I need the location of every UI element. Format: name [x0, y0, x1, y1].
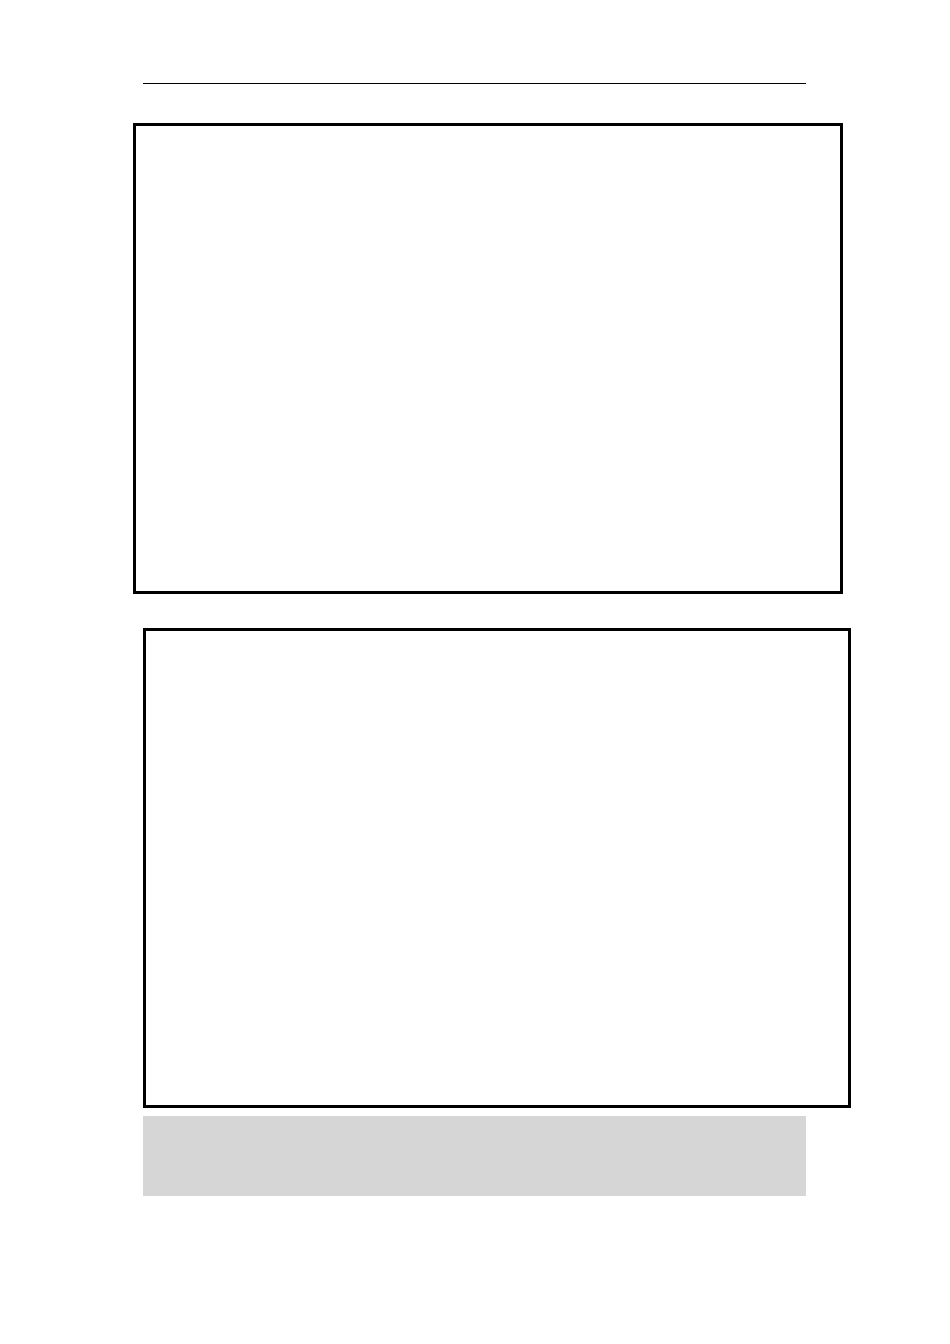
note-line-1	[143, 1116, 806, 1136]
notes-block	[143, 1116, 806, 1196]
note-line-2	[143, 1136, 806, 1156]
mortgage-movement-table	[133, 123, 843, 594]
repair-table	[143, 628, 851, 1108]
note-line-3	[143, 1156, 806, 1176]
header-rule	[143, 83, 806, 84]
note-line-4	[143, 1176, 806, 1196]
